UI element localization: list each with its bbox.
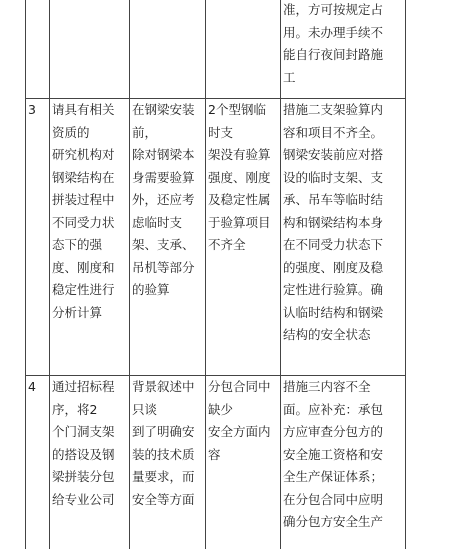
cell-text-line: 安全施工资格和安: [283, 446, 384, 462]
cell-text-line: 安全等方面: [132, 491, 195, 507]
row-number: 3: [28, 102, 36, 117]
cell-text-line: 身需要验算: [132, 169, 195, 185]
cell-text-line: 不同受力状: [52, 214, 115, 230]
cell-text-line: 缺少: [208, 401, 234, 417]
cell-text-line: 方应审查分包方的: [283, 424, 384, 439]
cell-text-line: 在不同受力状态下: [283, 237, 384, 252]
cell-text-line: 能自行夜间封路施: [283, 47, 384, 62]
finding-cell: [206, 0, 281, 99]
table-row: [26, 99, 406, 376]
measures-table: [25, 0, 406, 549]
cell-text-line: 架、支承、: [132, 237, 195, 252]
cell-text-line: 研究机构对: [52, 147, 115, 162]
row-number-cell: [26, 0, 50, 99]
cell-text-line: 分析计算: [52, 304, 103, 320]
cell-text-line: 梁拼装分包: [52, 469, 115, 484]
cell-text-line: 钢梁安装前应对搭: [283, 147, 384, 162]
cell-text-line: 的验算: [132, 282, 170, 297]
measure-cell: [281, 376, 406, 549]
cell-text-line: 给专业公司: [52, 491, 115, 507]
cell-text-line: 及稳定性属: [208, 192, 271, 207]
cell-text-line: 在分包合同中应明: [283, 491, 384, 507]
cell-text-line: 安全方面内: [208, 424, 271, 439]
cell-text-line: 拼装过程中: [52, 192, 115, 207]
table-row: [26, 0, 406, 99]
table-row: [26, 376, 406, 549]
cell-text-line: 只谈: [132, 401, 158, 417]
cell-text-line: 承、吊车等临时结: [283, 192, 384, 207]
problem-cell: [50, 0, 130, 99]
cell-text-line: 在钢梁安装: [132, 102, 195, 117]
cell-text-line: 量要求，而: [132, 469, 195, 484]
cell-text-line: 稳定性进行: [52, 282, 115, 297]
cell-text-line: 资质的: [52, 124, 90, 140]
cell-text-line: 态下的强: [52, 237, 103, 252]
problem-cell: [50, 376, 130, 549]
cell-text-line: 于验算项目: [208, 214, 271, 230]
cell-text-line: 时支: [208, 124, 234, 140]
cell-text-line: 分包合同中: [208, 379, 271, 394]
measure-cell: [281, 0, 406, 99]
cell-text-line: 措施三内容不全: [283, 379, 371, 394]
cell-text-line: 措施二支架验算内: [283, 102, 384, 117]
cell-text-line: 设的临时支架、支: [283, 169, 384, 185]
cell-text-line: 架没有验算: [208, 147, 271, 162]
cell-text-line: 构和钢梁结构本身: [283, 214, 384, 230]
cell-text-line: 序，将2: [52, 401, 98, 417]
background-cell: [130, 99, 206, 376]
cell-text-line: 结构的安全状态: [283, 327, 371, 342]
cell-text-line: 虑临时支: [132, 214, 183, 230]
cell-text-line: 请具有相关: [52, 102, 115, 117]
cell-text-line: 到了明确安: [132, 424, 195, 439]
cell-text-line: 用。未办理手续不: [283, 24, 384, 40]
cell-text-line: 强度、刚度: [208, 169, 271, 185]
cell-text-line: 吊机等部分: [132, 259, 195, 275]
cell-text-line: 面。应补充：承包: [283, 401, 384, 417]
cell-text-line: 2个型钢临: [208, 102, 266, 117]
row-number-cell: [26, 376, 50, 549]
cell-text-line: 不齐全: [208, 237, 246, 252]
cell-text-line: 前，: [132, 124, 158, 140]
cell-text-line: 准，方可按规定占: [283, 2, 384, 17]
row-number-cell: [26, 99, 50, 376]
cell-text-line: 定性进行验算。确: [283, 282, 384, 297]
background-cell: [130, 376, 206, 549]
cell-text-line: 容: [208, 446, 221, 462]
measure-cell: [281, 99, 406, 376]
cell-text-line: 除对钢梁本: [132, 147, 195, 162]
cell-text-line: 个门洞支架: [52, 424, 115, 439]
cell-text-line: 容和项目不齐全。: [283, 124, 384, 140]
background-cell: [130, 0, 206, 99]
cell-text-line: 的强度、刚度及稳: [283, 259, 384, 275]
finding-cell: [206, 99, 281, 376]
cell-text-line: 外，还应考: [132, 192, 195, 207]
cell-text-line: 认临时结构和钢梁: [283, 304, 384, 320]
cell-text-line: 的搭设及钢: [52, 446, 115, 462]
cell-text-line: 确分包方安全生产: [283, 514, 384, 529]
cell-text-line: 通过招标程: [52, 379, 115, 394]
finding-cell: [206, 376, 281, 549]
problem-cell: [50, 99, 130, 376]
cell-text-line: 装的技术质: [132, 446, 195, 462]
cell-text-line: 全生产保证体系；: [283, 469, 384, 484]
row-number: 4: [28, 379, 36, 394]
cell-text-line: 工: [283, 69, 296, 85]
cell-text-line: 背景叙述中: [132, 379, 195, 394]
cell-text-line: 钢梁结构在: [52, 169, 115, 185]
cell-text-line: 度、刚度和: [52, 259, 115, 275]
